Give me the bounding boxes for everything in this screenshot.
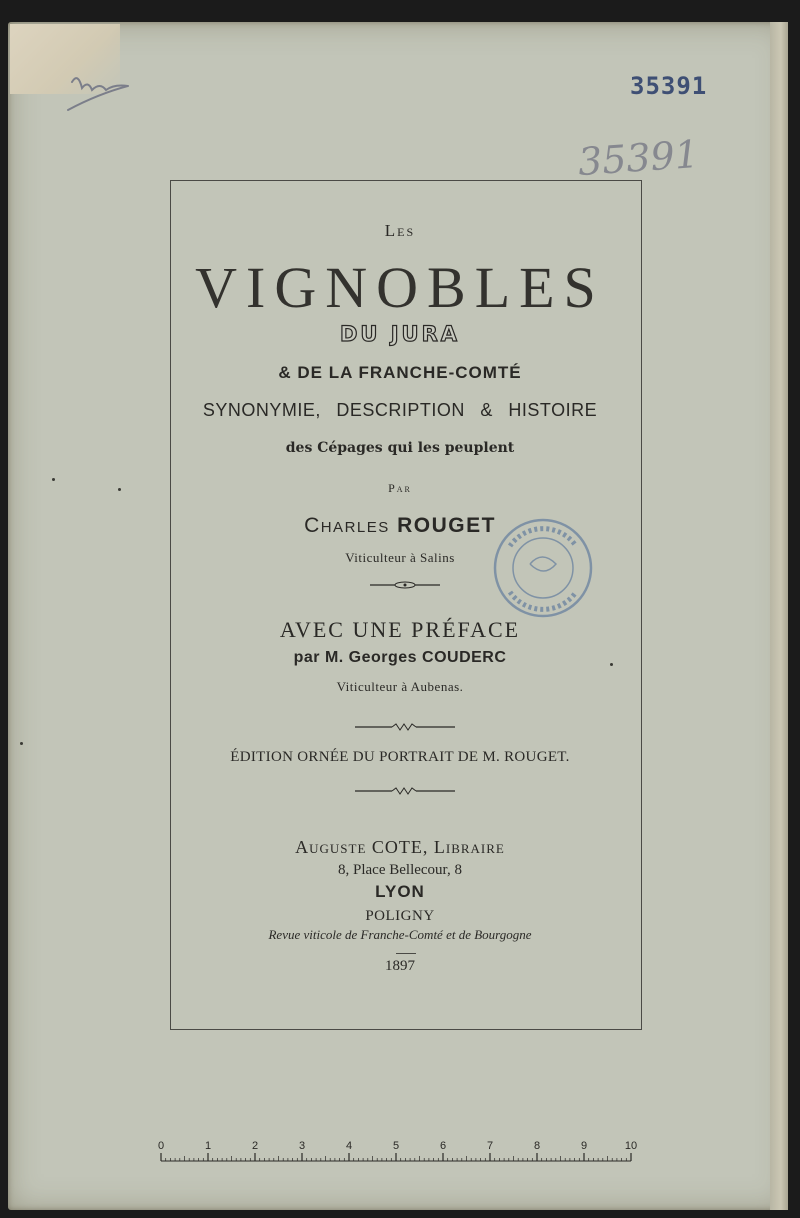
scale-ruler [150,1135,650,1167]
ornament-divider-1 [350,578,460,592]
ruler-label: 3 [298,1140,306,1152]
author-name [0,514,800,538]
ruler-label: 10 [624,1140,638,1152]
shelfmark-stamp: 35391 [630,72,708,100]
ornament-divider-2 [350,720,460,734]
title-les: Les [384,221,416,240]
title-vignobles: VIGNOBLES [195,255,605,320]
ornament-divider-3 [350,784,460,798]
edition-note: ÉDITION ORNÉE DU PORTRAIT DE M. ROUGET. [230,749,570,765]
publisher-revue: Revue viticole de Franche-Comté et de Bourgogne [268,927,532,942]
ruler-label: 8 [533,1140,541,1152]
ruler-label: 7 [486,1140,494,1152]
ruler-label: 0 [157,1140,165,1152]
ruler-label: 1 [204,1140,212,1152]
title-franche-comte: & DE LA FRANCHE-COMTÉ [278,363,522,382]
paper-speck [610,663,613,666]
ruler-label: 2 [251,1140,259,1152]
paper-speck [118,488,121,491]
ruler-label: 9 [580,1140,588,1152]
publisher-name: Auguste COTE, Libraire [295,837,505,857]
handwritten-number: 35391 [576,131,701,185]
page-edge [770,22,788,1210]
preface-author: par M. Georges COUDERC [293,649,507,666]
author-role: Viticulteur à Salins [345,550,455,565]
publication-year: 1897 [385,958,415,974]
ruler-label: 5 [392,1140,400,1152]
by-label: Par [388,481,412,495]
ruler-label: 4 [345,1140,353,1152]
year-dash [396,953,416,954]
author-first-name: Charles [304,514,390,537]
paper-speck [52,478,55,481]
ruler-label: 6 [439,1140,447,1152]
publisher-town: POLIGNY [365,908,435,924]
publisher-address: 8, Place Bellecour, 8 [338,862,462,878]
library-stamp [490,516,596,620]
preface-author-role: Viticulteur à Aubenas. [336,679,464,694]
author-last-name: ROUGET [397,514,496,537]
paper-speck [20,742,23,745]
preface-heading: AVEC UNE PRÉFACE [279,617,521,642]
publisher-city: LYON [375,882,425,901]
subtitle-synonymie: SYNONYMIE, DESCRIPTION & HISTOIRE [202,400,598,420]
pencil-scribble [60,60,160,120]
title-du-jura: DU JURA [339,322,461,346]
subtitle-cepages: des Cépages qui les peuplent [285,440,515,456]
